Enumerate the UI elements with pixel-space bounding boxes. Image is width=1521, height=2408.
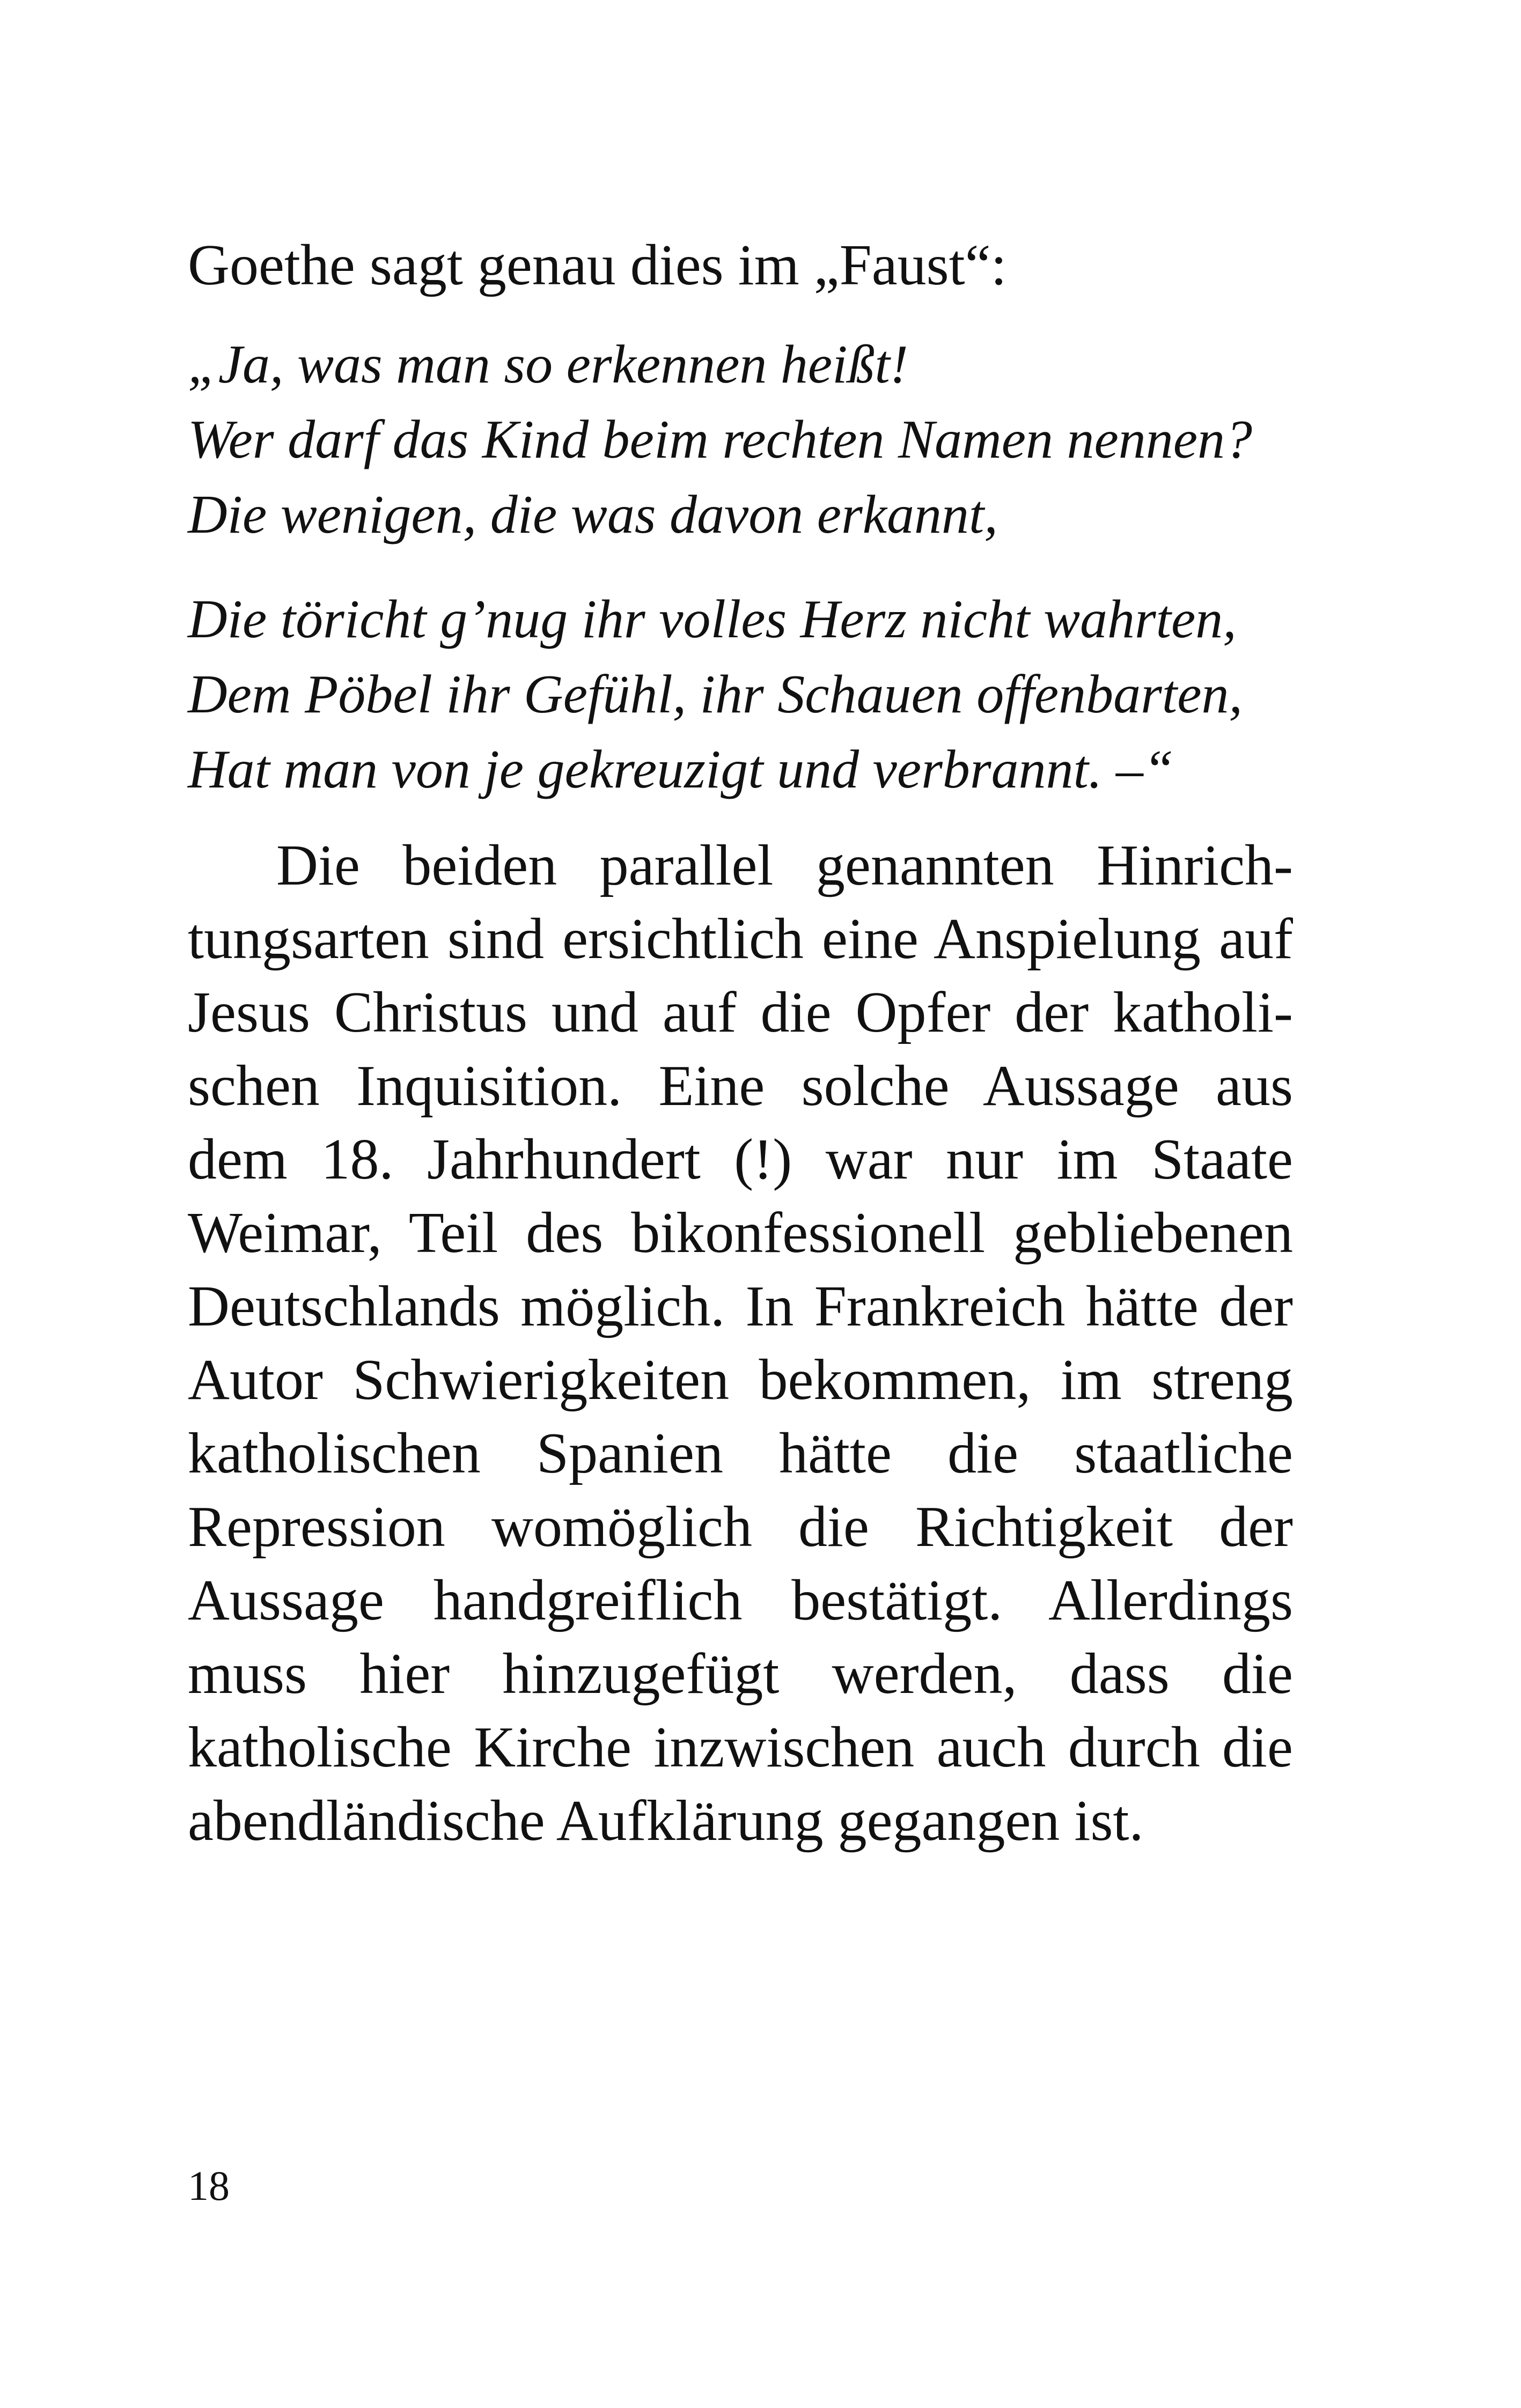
quote-line: Wer darf das Kind beim rechten Namen nennen? [188,409,1253,470]
quote-line: „Ja, was man so erkennen heißt! [188,334,908,395]
page-number: 18 [188,2162,230,2209]
page-text [188,228,1293,1858]
body-paragraph: Die beiden parallel genannten Hinrichtungsarten sind ersichtlich eine Anspielung auf Jesus Christus und auf die Opfer der katholischen Inquisition. Eine solche Aussage aus dem 18. Jahrhundert (!) war nur im Staate Weimar, Teil des bikonfessionell gebliebenen Deutschlands möglich. In Frankreich hätte der Autor Schwierigkeiten bekommen, im streng katholischen Spanien hätte die staatliche Repression womöglich die Richtigkeit der Aussage handgreiflich bestätigt. Allerdings muss hier hinzugefügt werden, dass die katholische Kirche inzwischen auch durch die abendländische Aufklärung gegangen ist. [188,834,1293,1853]
quote-line: Die wenigen, die was davon erkannt, [188,484,998,545]
quote-line: Die töricht g’nug ihr volles Herz nicht wahrten, [188,589,1237,650]
quote-line: Dem Pöbel ihr Gefühl, ihr Schauen offenbarten, [188,664,1243,725]
intro-line: Goethe sagt genau dies im „Faust“: [188,233,1007,297]
faust-quote-stanza-2 [188,582,1293,807]
faust-quote-stanza-1 [188,327,1293,553]
quote-line: Hat man von je gekreuzigt und verbrannt. –“ [188,739,1174,800]
